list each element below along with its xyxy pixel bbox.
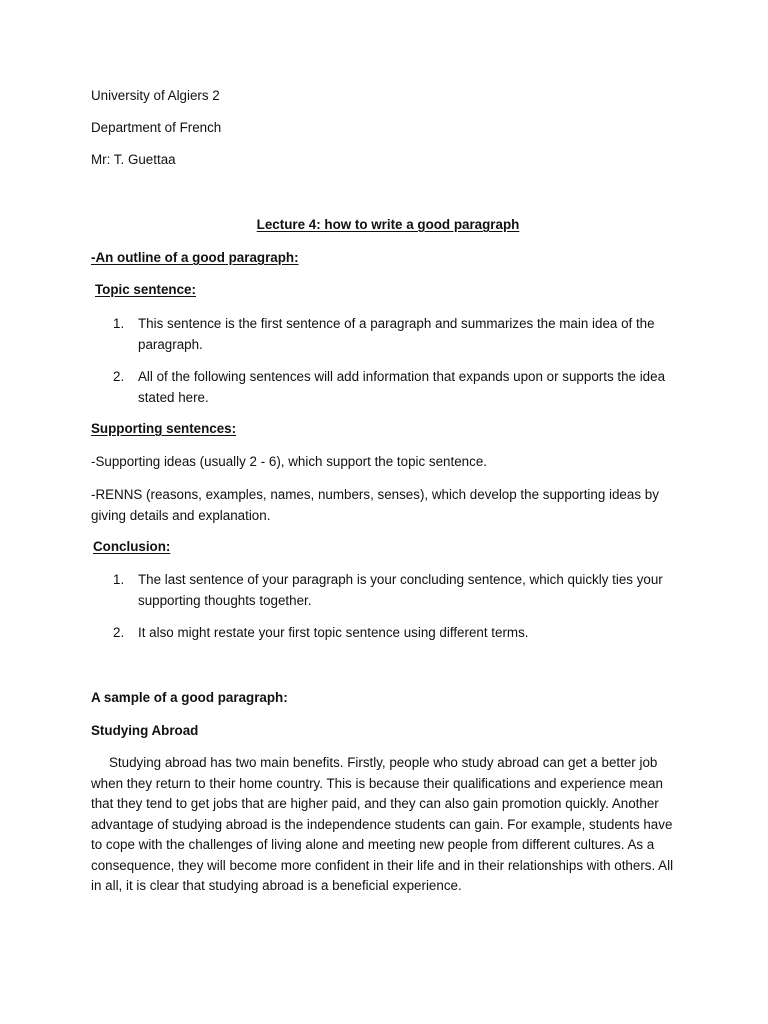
list-text: The last sentence of your paragraph is your concluding sentence, which quickly ties your supporting thoughts together. [138, 572, 663, 608]
list-text: This sentence is the first sentence of a paragraph and summarizes the main idea of the paragraph. [138, 316, 655, 352]
supporting-line-2: -RENNS (reasons, examples, names, numbers, senses), which develop the supporting ideas by giving details and explanation. [91, 487, 659, 523]
university-name: University of Algiers 2 [91, 88, 220, 103]
list-number: 2. [113, 369, 125, 384]
list-number: 1. [113, 316, 125, 331]
list-text: All of the following sentences will add information that expands upon or supports the idea stated here. [138, 369, 666, 405]
conclusion-heading: Conclusion: [93, 539, 171, 554]
topic-sentence-heading: Topic sentence: [95, 282, 196, 297]
list-number: 1. [113, 572, 125, 587]
outline-heading: -An outline of a good paragraph: [91, 250, 299, 265]
supporting-line-1: -Supporting ideas (usually 2 - 6), which support the topic sentence. [91, 454, 487, 469]
list-text: It also might restate your first topic sentence using different terms. [138, 625, 529, 640]
sample-paragraph: Studying abroad has two main benefits. Firstly, people who study abroad can get a better job when they return to their home country. This is because their qualifications and experience mean that they tend to get jobs that are higher paid, and they can also gain promotion quickly. Another advantage of studying abroad is the independence students can gain. For example, students have to cope with the challenges of living alone and meeting new people from different cultures. As a consequence, they will become more confident in their life and in their relationships with others. All in all, it is clear that studying abroad is a beneficial experience. [91, 755, 674, 893]
teacher-name: Mr: T. Guettaa [91, 152, 176, 167]
department-name: Department of French [91, 120, 222, 135]
sample-heading: A sample of a good paragraph: [91, 690, 288, 705]
lecture-title: Lecture 4: how to write a good paragraph [256, 217, 520, 232]
supporting-sentences-heading: Supporting sentences: [91, 421, 237, 436]
sample-title: Studying Abroad [91, 723, 199, 738]
list-number: 2. [113, 625, 125, 640]
